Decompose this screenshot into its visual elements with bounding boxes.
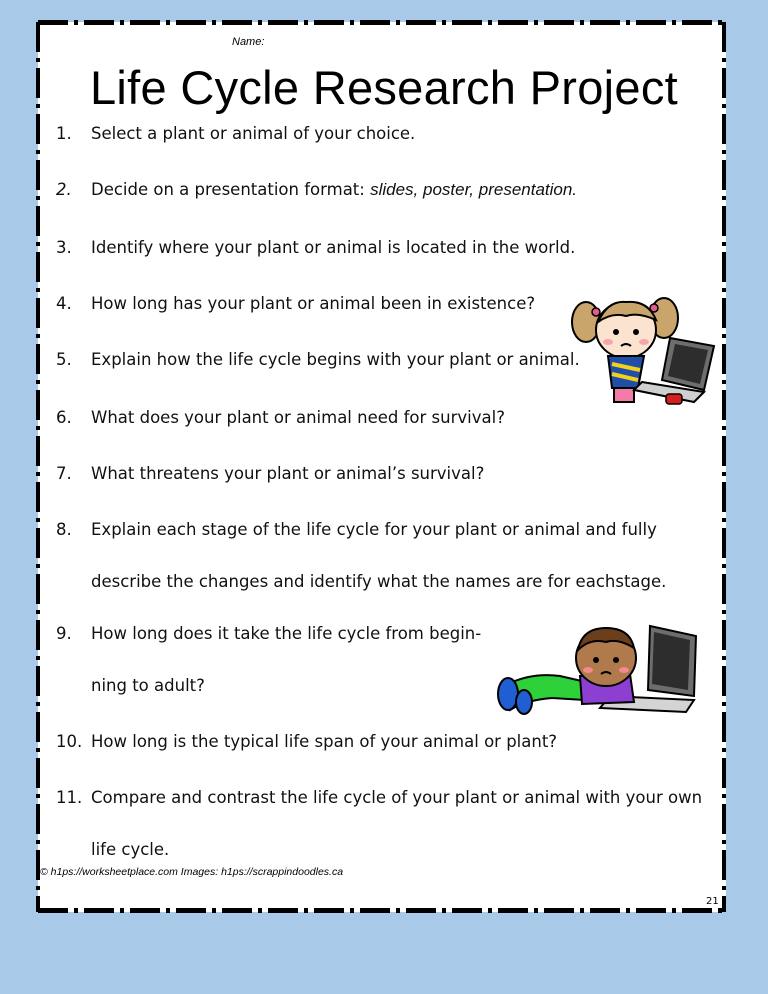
item-text: Explain each stage of the life cycle for your plant or animal and fully — [91, 520, 657, 539]
item-text — [91, 178, 577, 202]
girl-with-laptop-clipart — [568, 290, 718, 412]
item-number: 11. — [56, 788, 83, 807]
item-number: 7. — [56, 464, 72, 483]
dashed-border-left — [36, 22, 40, 912]
item-number: 1. — [56, 124, 72, 143]
dashed-border-right — [722, 22, 726, 912]
item-text: Identify where your plant or animal is located in the world. — [91, 238, 576, 257]
boy-lying-with-laptop-clipart — [490, 620, 704, 722]
dashed-border-top — [38, 20, 726, 25]
item-number: 4. — [56, 294, 72, 313]
item-text: Explain how the life cycle begins with your plant or animal. — [91, 350, 580, 369]
footer-credit: © h1ps://worksheetplace.com Images: h1ps://scrappindoodles.ca — [40, 866, 344, 878]
item-text: How long has your plant or animal been in existence? — [91, 294, 536, 313]
item-number: 9. — [56, 624, 72, 643]
item-text: How long is the typical life span of your animal or plant? — [91, 732, 558, 751]
item-number: 3. — [56, 238, 72, 257]
item-text: What does your plant or animal need for survival? — [91, 408, 505, 427]
name-label: Name: — [232, 36, 265, 48]
item-number: 5. — [56, 350, 72, 369]
item-text-emphasis: slides, poster, presentation. — [370, 180, 578, 199]
dashed-border-bottom — [38, 908, 726, 913]
item-text-plain: Decide on a presentation format: — [91, 180, 371, 199]
item-text: Compare and contrast the life cycle of your plant or animal with your own — [91, 788, 703, 807]
page-number: 21 — [706, 896, 719, 907]
item-text-continued: describe the changes and identify what the names are for eachstage. — [91, 572, 667, 591]
item-text-continued: ning to adult? — [91, 676, 205, 695]
item-text: Select a plant or animal of your choice. — [91, 124, 416, 143]
page-title: Life Cycle Research Project — [89, 61, 678, 114]
item-number: 2. — [56, 180, 72, 199]
item-number: 10. — [56, 732, 83, 751]
item-text: What threatens your plant or animal’s survival? — [91, 464, 485, 483]
item-number: 6. — [56, 408, 72, 427]
item-text-continued: life cycle. — [91, 840, 170, 859]
item-text: How long does it take the life cycle from begin- — [91, 624, 482, 643]
item-number: 8. — [56, 520, 72, 539]
